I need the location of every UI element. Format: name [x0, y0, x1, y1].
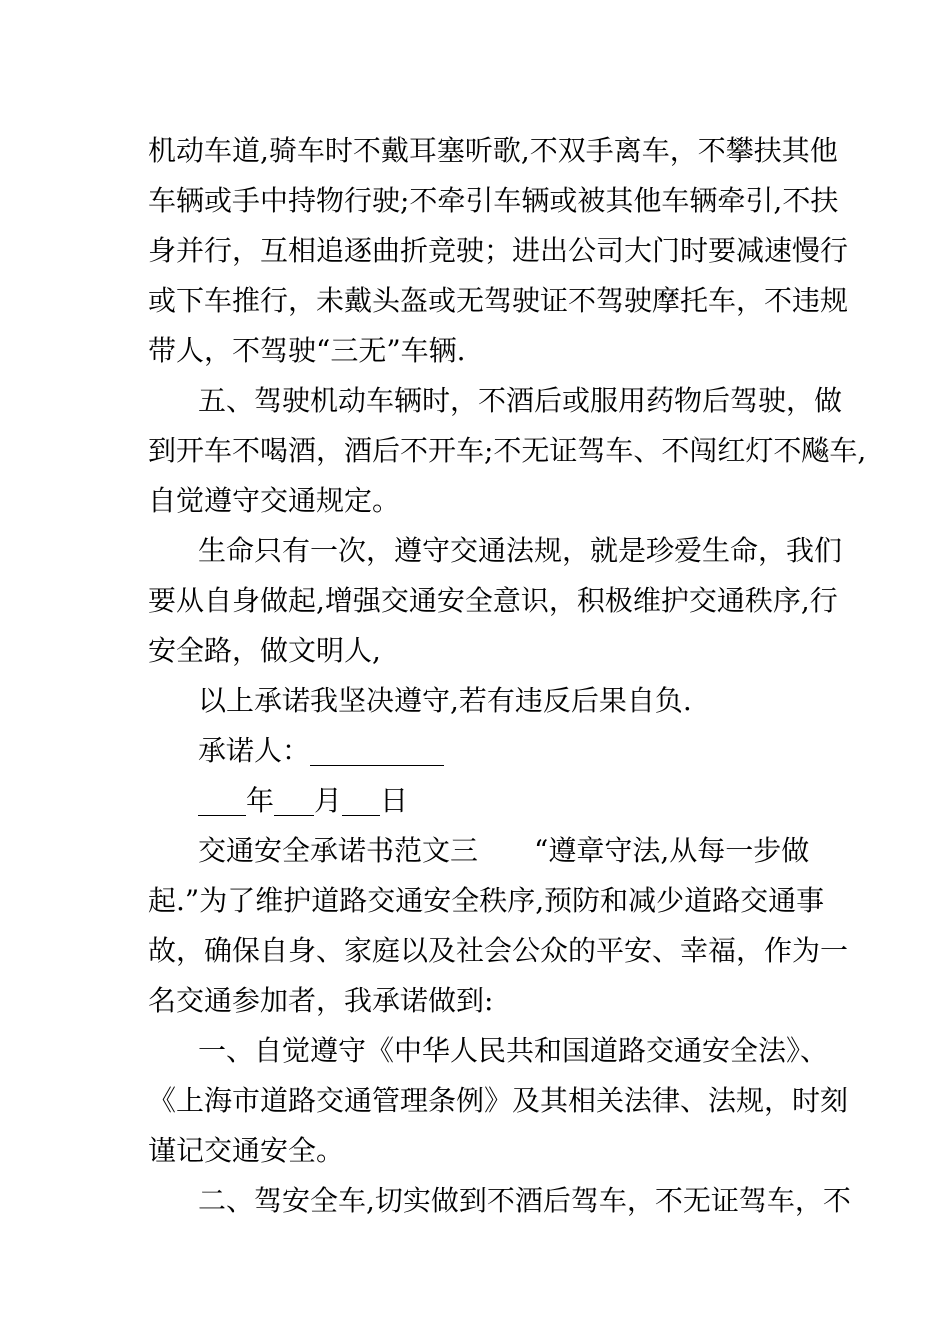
text-line: 车辆或手中持物行驶;不牵引车辆或被其他车辆牵引,不扶 [148, 184, 839, 217]
text-line: 身并行，互相追逐曲折竞驶；进出公司大门时要减速慢行 [148, 234, 849, 267]
section-heading-line: 交通安全承诺书范文三 “遵章守法,从每一步做 [198, 834, 810, 867]
date-month-label: 月 [314, 784, 343, 817]
text-line: 自觉遵守交通规定。 [148, 484, 401, 517]
signature-blank[interactable] [310, 739, 444, 766]
text-line: 安全路，做文明人, [148, 634, 381, 667]
text-line: 二、驾安全车,切实做到不酒后驾车，不无证驾车，不 [198, 1184, 851, 1217]
text-line: 名交通参加者，我承诺做到: [148, 984, 494, 1017]
text-line: 生命只有一次，遵守交通法规，就是珍爱生命，我们 [198, 534, 843, 567]
date-year-label: 年 [246, 784, 275, 817]
text-line: 故，确保自身、家庭以及社会公众的平安、幸福，作为一 [148, 934, 849, 967]
text-line: 机动车道,骑车时不戴耳塞听歌,不双手离车，不攀扶其他 [148, 134, 838, 167]
year-blank[interactable] [198, 789, 246, 816]
signature-line [198, 731, 444, 771]
text-line: 要从自身做起,增强交通安全意识，积极维护交通秩序,行 [148, 584, 838, 617]
signature-label: 承诺人： [198, 734, 311, 767]
day-blank[interactable] [342, 789, 380, 816]
date-line [198, 781, 408, 821]
text-line: 谨记交通安全。 [148, 1134, 345, 1167]
text-line: 带人，不驾驶“三无”车辆. [148, 334, 466, 367]
text-line: 五、驾驶机动车辆时，不酒后或服用药物后驾驶，做 [198, 384, 843, 417]
month-blank[interactable] [274, 789, 314, 816]
text-line: 以上承诺我坚决遵守,若有违反后果自负. [198, 684, 692, 717]
text-line: 到开车不喝酒，酒后不开车;不无证驾车、不闯红灯不飚车, [148, 434, 867, 467]
text-line: 一、自觉遵守《中华人民共和国道路交通安全法》、 [198, 1034, 829, 1067]
text-line: 《上海市道路交通管理条例》及其相关法律、法规，时刻 [148, 1084, 849, 1117]
text-line: 起.”为了维护道路交通安全秩序,预防和减少道路交通事 [148, 884, 825, 917]
date-day-label: 日 [380, 784, 409, 817]
text-line: 或下车推行，未戴头盔或无驾驶证不驾驶摩托车，不违规 [148, 284, 849, 317]
